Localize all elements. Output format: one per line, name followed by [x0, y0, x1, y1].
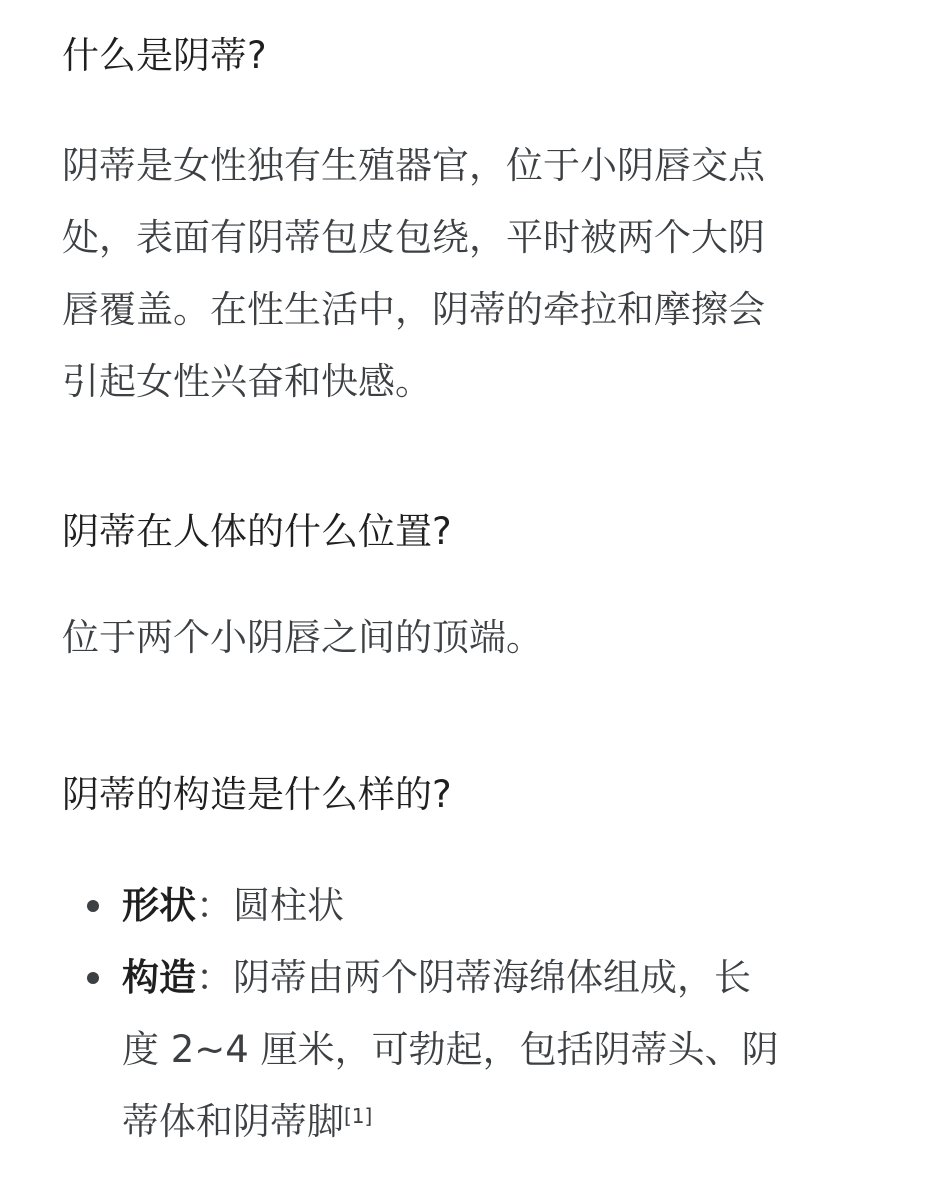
list-term: 构造 — [122, 956, 196, 999]
heading-what-is: 什么是阴蒂? — [62, 34, 267, 77]
text-line: 引起女性兴奋和快感。 — [62, 360, 432, 403]
list-text: 度 2~4 厘米，可勃起，包括阴蒂头、阴 — [122, 1028, 779, 1071]
bullet-icon — [87, 972, 99, 984]
bullet-icon — [87, 900, 99, 912]
text-line: 阴蒂是女性独有生殖器官，位于小阴唇交点 — [62, 144, 765, 187]
structure-list — [62, 870, 882, 1158]
paragraph-definition — [62, 130, 882, 418]
list-text: 阴蒂由两个阴蒂海绵体组成，长 — [233, 956, 751, 999]
list-separator: ： — [196, 884, 233, 927]
text-line: 处，表面有阴蒂包皮包绕，平时被两个大阴 — [62, 216, 765, 259]
text-line: 位于两个小阴唇之间的顶端。 — [62, 616, 543, 659]
list-item-shape — [62, 870, 882, 942]
citation-link[interactable]: [1] — [344, 1104, 373, 1128]
list-item-structure — [62, 942, 882, 1158]
heading-location: 阴蒂在人体的什么位置? — [62, 510, 452, 553]
paragraph-location — [62, 602, 882, 674]
text-line: 唇覆盖。在性生活中，阴蒂的牵拉和摩擦会 — [62, 288, 765, 331]
list-term: 形状 — [122, 884, 196, 927]
heading-structure: 阴蒂的构造是什么样的? — [62, 773, 452, 816]
list-text: 圆柱状 — [233, 884, 344, 927]
list-separator: ： — [196, 956, 233, 999]
list-text: 蒂体和阴蒂脚 — [122, 1100, 344, 1143]
